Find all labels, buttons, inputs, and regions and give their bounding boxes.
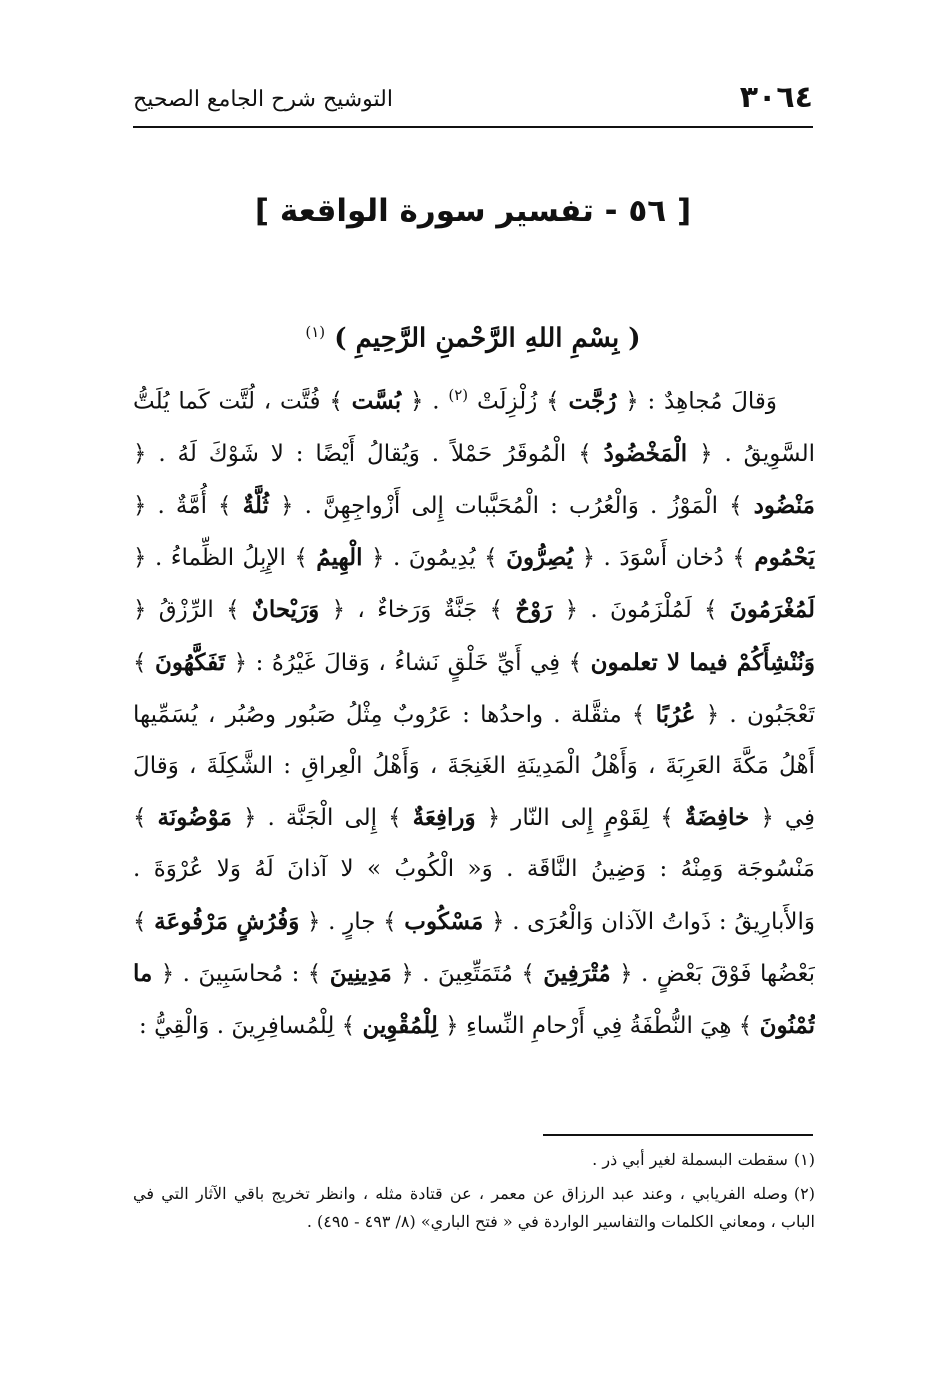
- footnote-1: [133, 1146, 815, 1174]
- body-text-segment: ﴾ جارٍ . ﴿: [307, 908, 397, 935]
- body-text-segment: ﴾ فُتَّت ، لُتَّت كَما يُلَتُّ السَّوِيقُ . ﴿: [133, 388, 815, 467]
- quran-word: وَرَيْحانٌ: [251, 596, 320, 624]
- footnote-2: [133, 1180, 815, 1236]
- quran-word: رُجَّت: [568, 387, 617, 415]
- chapter-title: [ ٥٦ - تفسير سورة الواقعة ]: [254, 193, 692, 229]
- page-number: ٣٠٦٤: [739, 80, 813, 115]
- body-text-segment: ﴾ مَنْسُوجَة وَمِنْهُ : وَضِينُ النَّاقَة . وَ« الْكُوبُ » لا آذانَ لَهُ وَلا عُرْوَةَ . وَالأَبارِيقُ : ذَواتُ الآذان وَالْعُرَى . ﴿: [133, 805, 815, 935]
- body-text-segment: ﴾ زُلْزِلَتْ: [476, 388, 560, 415]
- quran-word: مُتْرَفِينَ: [543, 959, 611, 987]
- quran-word: مَوْضُونَة: [157, 804, 232, 832]
- body-text-segment: ﴾ يُدِيمُونَ . ﴿: [371, 545, 498, 572]
- quran-word: خافِضَةٌ: [684, 804, 750, 832]
- body-text-segment: ﴾ بَعْضُها فَوْقَ بَعْضٍ . ﴿: [133, 908, 815, 987]
- quran-word: يَحْمُوم: [754, 544, 815, 572]
- body-text-segment: ﴾ الْمُوقَرُ حَمْلاً . وَيُقالُ أَيْضًا : لا شَوْكَ لَهُ . ﴿: [133, 440, 592, 467]
- footnote-rule: [543, 1134, 813, 1136]
- body-text-segment: ﴾ هِيَ النُّطْفَةُ فِي أَرْحامِ النِّساءِ ﴿: [445, 1013, 753, 1040]
- quran-word: وَرافِعَةٌ: [412, 804, 476, 832]
- quran-word: وَنُنْشِأَكُمْ فيما لا تعلمون: [590, 648, 815, 676]
- quran-word: رَوْحٌ: [515, 596, 553, 624]
- body-text-segment: ﴾ دُخان أَسْوَدَ . ﴿: [581, 545, 746, 572]
- footnote-text: سقطت البسملة لغير أبي ذر .: [592, 1150, 788, 1169]
- basmala: [133, 310, 813, 361]
- quran-word: الْمَخْضُودُ: [603, 439, 688, 467]
- running-title: التوشيح شرح الجامع الصحيح: [133, 87, 393, 112]
- body-text-segment: . ﴿: [409, 388, 440, 415]
- header-rule: [133, 126, 813, 128]
- quran-word: ثُلَّةٌ: [242, 492, 269, 520]
- body-text-segment: ﴾ تَعْجَبُون . ﴿: [133, 649, 815, 728]
- page-header: [133, 78, 813, 128]
- quran-word: مَنْضُود: [753, 492, 815, 520]
- body-text-segment: ﴾ مثقَّلة . واحدُها : عَرُوبٌ مِثْلُ صَبُور وصُبُر ، يُسَمِّيها أَهْلُ مَكَّةَ العَرِبَةَ ، وَأَهْلُ الْمَدِينَةِ الغَنِجَةَ ، وَأَهْلُ الْعِراقِ : الشَّكِلَةَ ، وَقالَ فِي ﴿: [133, 701, 815, 832]
- footnotes: [133, 1146, 815, 1242]
- footnote-text: وصله الفريابي ، وعند عبد الرزاق عن معمر ، عن قتادة مثله ، وانظر تخريج باقي الآثار التي في الباب ، ومعاني الكلمات والتفاسير الواردة في « فتح الباري» (٨/ ٤٩٣ - ٤٩٥) .: [133, 1184, 815, 1231]
- quran-word: الْهِيمُ: [316, 544, 363, 572]
- footnote-marker: (١): [793, 1150, 815, 1169]
- body-text-segment: ﴾ الْمَوْزُ . وَالْعُرُب : الْمُحَبَّبات إِلى أَزْواجِهِنَّ . ﴿: [280, 493, 743, 520]
- quran-word: تَفَكَّهُونَ: [155, 648, 226, 676]
- quran-word: وَفُرُشٍ مَرْفُوعَة: [154, 907, 300, 935]
- quran-word: لِلْمُقْوِين: [362, 1012, 438, 1040]
- basmala-text: ( بِسْمِ اللهِ الرَّحْمنِ الرَّحِيمِ ): [334, 323, 641, 354]
- body-text-segment: وَقالَ مُجاهِدٌ : ﴿: [625, 388, 778, 415]
- quran-word: ما تُمْنُونَ: [133, 959, 815, 1040]
- body-text-segment: ﴾ أُمَّةٌ . ﴿: [133, 493, 232, 520]
- footnote-marker: (٢): [793, 1184, 815, 1203]
- quran-word: عُرُبًا: [655, 700, 696, 728]
- body-paragraph: [133, 370, 815, 1140]
- body-text-segment: ﴾ إِلى الْجَنَّة . ﴿: [242, 805, 402, 832]
- body-text-segment: ﴾ لِلْمُسافِرِينَ . وَالْقِيُّ :: [139, 1013, 356, 1040]
- quran-word: بُسَّت: [351, 387, 402, 415]
- body-text-segment: ﴾ جَنَّةٌ وَرَخاءٌ ، ﴿: [331, 597, 503, 624]
- body-text-segment: ﴾ مُتَمَتِّعِينَ . ﴿: [400, 960, 535, 987]
- quran-word: مَسْكُوب: [404, 907, 484, 935]
- footnote-ref-2: (٢): [448, 386, 469, 404]
- quran-word: مَدِينِينَ: [329, 959, 392, 987]
- footnote-ref-1: (١): [305, 323, 326, 341]
- body-text-segment: ﴾ الرِّزْقُ ﴿: [133, 597, 240, 624]
- body-text-segment: ﴾ فِي أَيِّ خَلْقٍ نَشاءُ ، وَقالَ غَيْرُهُ : ﴿: [233, 649, 583, 676]
- body-text-segment: ﴾ : مُحاسَبِينَ . ﴿: [160, 960, 322, 987]
- body-text-segment: ﴾ لِقَوْمٍ إِلى النّار ﴿: [486, 805, 674, 832]
- body-text-segment: ﴾ الإِبِلُ الظِّماءُ . ﴿: [133, 545, 308, 572]
- body-text-segment: ﴾ لَمُلْزَمُونَ . ﴿: [564, 597, 718, 624]
- quran-word: يُصِرُّونَ: [506, 544, 574, 572]
- quran-word: لَمُغْرَمُونَ: [729, 596, 815, 624]
